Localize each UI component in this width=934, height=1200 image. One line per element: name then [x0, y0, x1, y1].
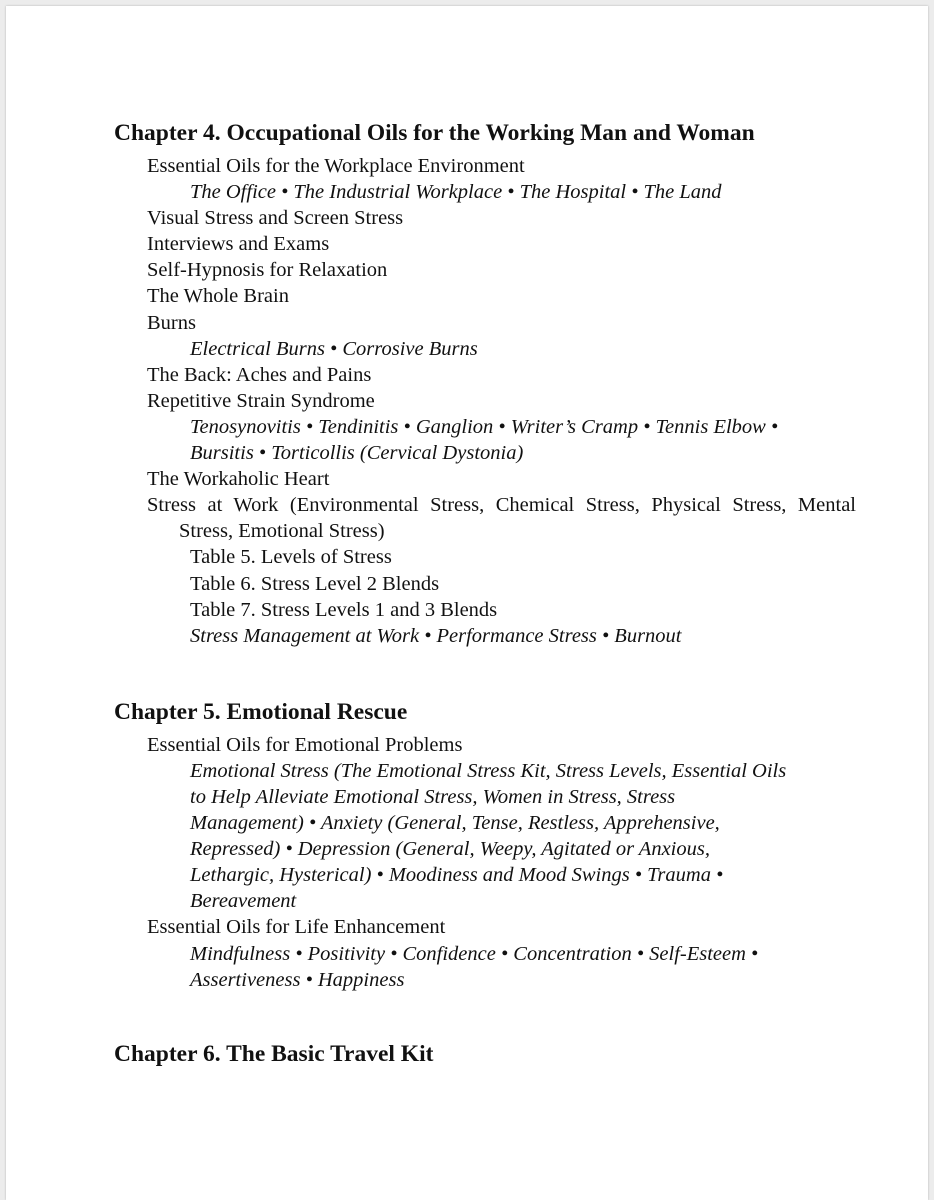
toc-entry-whole-brain: The Whole Brain — [147, 285, 289, 308]
toc-entry-emotional-problems: Essential Oils for Emotional Problems — [147, 733, 463, 756]
toc-entry-table-5: Table 5. Levels of Stress — [190, 546, 392, 569]
chapter-5-entries — [114, 732, 834, 993]
chapter-6-title: Chapter 6. The Basic Travel Kit — [114, 1040, 434, 1067]
chapter-4-entries — [114, 153, 856, 649]
toc-subentries-stress: Stress Management at Work • Performance Stress • Burnout — [190, 624, 682, 647]
toc-entry-life-enhancement: Essential Oils for Life Enhancement — [147, 916, 446, 939]
toc-entry-workaholic-heart: The Workaholic Heart — [147, 468, 330, 491]
toc-entry-visual-stress: Visual Stress and Screen Stress — [147, 207, 404, 230]
chapter-5-title: Chapter 5. Emotional Rescue — [114, 698, 408, 725]
toc-subentries-repetitive-strain: Tenosynovitis • Tendinitis • Ganglion • Writer’s Cramp • Tennis Elbow • Bursitis • Torticollis (Cervical Dystonia) — [190, 415, 779, 465]
chapter-4-title: Chapter 4. Occupational Oils for the Working Man and Woman — [114, 120, 755, 146]
toc-subentries-workplace: The Office • The Industrial Workplace • The Hospital • The Land — [190, 181, 722, 204]
toc-entry-workplace: Essential Oils for the Workplace Environment — [147, 155, 525, 177]
toc-subentries-emotional-problems: Emotional Stress (The Emotional Stress Kit, Stress Levels, Essential Oils to Help Alleviate Emotional Stress, Women in Stress, Stress Management) • Anxiety (General, Tense, Restless, Apprehensive, Repressed) • Depression (General, Weepy, Agitated or Anxious, Lethargic, Hysterical) • Moodiness and Mood Swings • Trauma • Bereavement — [190, 759, 787, 913]
toc-subentries-life-enhancement: Mindfulness • Positivity • Confidence • Concentration • Self-Esteem • Assertiveness • Happiness — [190, 942, 759, 991]
toc-entry-self-hypnosis: Self-Hypnosis for Relaxation — [147, 259, 388, 282]
toc-entry-table-6: Table 6. Stress Level 2 Blends — [190, 572, 440, 595]
toc-entry-interviews: Interviews and Exams — [147, 233, 330, 256]
toc-entry-burns: Burns — [147, 311, 196, 334]
toc-entry-table-7: Table 7. Stress Levels 1 and 3 Blends — [190, 598, 498, 621]
toc-entry-repetitive-strain: Repetitive Strain Syndrome — [147, 389, 375, 412]
toc-entry-back: The Back: Aches and Pains — [147, 363, 372, 386]
toc-entry-stress-at-work: Stress at Work (Environmental Stress, Chemical Stress, Physical Stress, Mental Stress, Emotional Stress) — [147, 494, 856, 543]
document-page — [6, 6, 928, 1200]
toc-subentries-burns: Electrical Burns • Corrosive Burns — [190, 337, 478, 360]
table-of-contents — [114, 118, 856, 1069]
